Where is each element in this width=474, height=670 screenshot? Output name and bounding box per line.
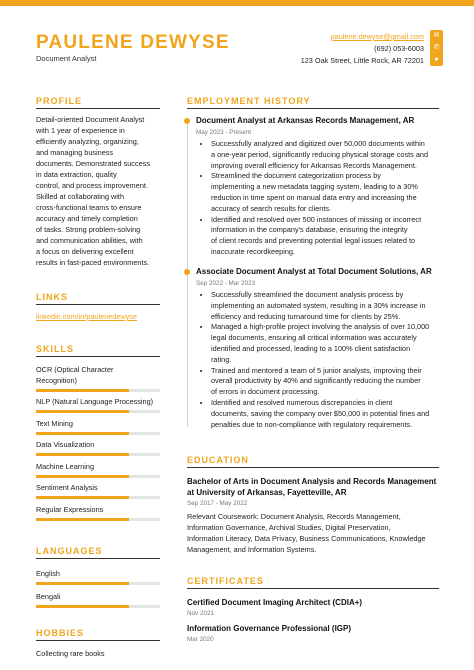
language-label: Bengali xyxy=(36,592,61,601)
skill-item xyxy=(36,461,160,478)
profile-line: Skilled at collaborating with xyxy=(36,192,125,201)
employment-heading: EMPLOYMENT HISTORY xyxy=(187,96,311,106)
timeline-dot xyxy=(184,118,190,124)
profile-line: of tasks. Strong problem-solving xyxy=(36,225,141,234)
job-bullet-line: implementing an automated system, resulting in a 30% increase in xyxy=(211,300,426,310)
location-icon: ● xyxy=(434,56,439,63)
employment-rule xyxy=(187,108,439,109)
certificate-title: Information Governance Professional (IGP) xyxy=(187,624,352,633)
job-bullet-line: improving overall efficiency for Arkansas Records Management. xyxy=(211,160,417,170)
job-bullet-line: legal documents, ensuring all critical information was accurately xyxy=(211,333,417,343)
job-bullet xyxy=(211,290,463,322)
job-bullet-line: Identified and resolved numerous discrepancies in client xyxy=(211,397,393,407)
job-bullet xyxy=(211,322,463,365)
certificates-rule xyxy=(187,588,439,589)
job-bullet-line: penalties due to non-compliance with regulatory requirements. xyxy=(211,419,413,429)
skill-item xyxy=(36,504,160,521)
job-bullet-line: Trained and mentored a team of 5 junior analysts, improving their xyxy=(211,365,422,375)
job-bullet-line: inaccurate recordkeeping. xyxy=(211,246,295,256)
job-bullet-line: accuracy of search results for clients. xyxy=(211,203,332,213)
hobbies-rule xyxy=(36,640,160,641)
language-level-bar xyxy=(36,582,160,585)
skill-label: Sentiment Analysis xyxy=(36,483,98,492)
job-bullet-line: information in the company's database, ensuring the integrity xyxy=(211,225,408,235)
skill-level-bar xyxy=(36,496,160,499)
profile-line: Detail-oriented Document Analyst xyxy=(36,115,145,124)
job-bullet-line: implementing a new metadata tagging system, leading to a 30% xyxy=(211,182,418,192)
education-heading: EDUCATION xyxy=(187,455,249,465)
top-accent-bar xyxy=(0,0,474,6)
languages-heading: LANGUAGES xyxy=(36,546,103,556)
job-bullet xyxy=(211,398,463,430)
skill-level-bar xyxy=(36,432,160,435)
skill-label: Regular Expressions xyxy=(36,504,104,514)
skill-item xyxy=(36,418,160,435)
profile-line: cross-functional teams to ensure xyxy=(36,203,142,212)
certificate-title: Certified Document Imaging Architect (CDIA+) xyxy=(187,598,363,607)
job-bullet xyxy=(211,171,463,214)
language-level-fill xyxy=(36,605,129,608)
education-coursework-line: Information Governance, Archival Studies, Digital Preservation, xyxy=(187,523,391,532)
education-coursework-line: Information Literacy, Data Privacy, Business Communications, Knowledge xyxy=(187,534,426,543)
job-bullet-line: of client records and preventing potential legal issues related to xyxy=(211,236,416,246)
job-title: Associate Document Analyst at Total Document Solutions, AR xyxy=(196,267,432,276)
mail-icon: ✉ xyxy=(433,32,440,39)
skill-item xyxy=(36,396,160,413)
profile-heading: PROFILE xyxy=(36,96,83,106)
profile-line: results in fast-paced environments. xyxy=(36,258,150,267)
language-level-fill xyxy=(36,582,129,585)
job-bullet-line: Managed a high-profile project involving the analysis of over 10,000 xyxy=(211,322,430,332)
profile-summary xyxy=(36,114,166,268)
skill-level-bar xyxy=(36,410,160,413)
skill-level-fill xyxy=(36,453,129,456)
skill-level-bar xyxy=(36,518,160,521)
job-bullet-line: overall productivity by 40% and significantly reducing the number xyxy=(211,376,421,386)
profile-line: efficiently analyzing, organizing, xyxy=(36,137,139,146)
language-item xyxy=(36,591,160,608)
education-degree xyxy=(187,476,452,498)
job-bullet-line: Successfully analyzed and digitized over 50,000 documents within xyxy=(211,139,425,148)
profile-line: and managing business xyxy=(36,148,114,157)
skill-label: Data Visualization xyxy=(36,440,95,449)
job-bullet xyxy=(211,215,463,258)
job-bullet-line: Identified and resolved over 500 instances of missing or incorrect xyxy=(211,214,422,224)
job-bullet-line: Successfully streamlined the document analysis process by xyxy=(211,290,404,299)
education-coursework xyxy=(187,511,457,555)
skill-label: Machine Learning xyxy=(36,461,95,471)
skill-label: Recognition) xyxy=(36,376,77,385)
address: 123 Oak Street, Little Rock, AR 72201 xyxy=(300,56,424,65)
job-bullet-line: of errors in document processing. xyxy=(211,387,320,397)
profile-line: documents. Demonstrated success xyxy=(36,159,150,168)
job-bullet-line: identified and processed, leading to a 100% client satisfaction xyxy=(211,343,411,353)
skill-item xyxy=(36,482,160,499)
links-rule xyxy=(36,304,160,305)
skill-label: OCR (Optical Character xyxy=(36,365,114,374)
job-bullet xyxy=(211,366,463,398)
language-level-bar xyxy=(36,605,160,608)
education-rule xyxy=(187,467,439,468)
profile-line: accuracy and timely completion xyxy=(36,214,138,223)
skill-item xyxy=(36,364,160,392)
certificates-heading: CERTIFICATES xyxy=(187,576,264,586)
skill-level-fill xyxy=(36,432,129,435)
job-bullet-line: reduction in time spent on manual data entry and increasing the xyxy=(211,192,417,202)
timeline-line xyxy=(187,124,188,427)
job-title: Document Analyst at Arkansas Records Management, AR xyxy=(196,116,415,125)
skill-level-bar xyxy=(36,475,160,478)
education-degree-line: at University of Arkansas, Fayetteville, AR xyxy=(187,488,347,497)
skill-label: NLP (Natural Language Processing) xyxy=(36,397,154,406)
job-bullets xyxy=(196,290,463,430)
hobby-item: Collecting rare books xyxy=(36,649,105,658)
timeline-dot xyxy=(184,269,190,275)
education-coursework-line: Management, and Information Systems. xyxy=(187,545,317,554)
job-dates: Sep 2022 - Mar 2023 xyxy=(196,280,256,287)
language-label: English xyxy=(36,569,60,578)
job-dates: May 2023 - Present xyxy=(196,129,251,136)
languages-rule xyxy=(36,558,160,559)
profile-line: control, and process improvement. xyxy=(36,181,148,190)
profile-rule xyxy=(36,108,160,109)
profile-line: a focus on delivering excellent xyxy=(36,247,134,256)
phone-icon: ✆ xyxy=(433,44,440,51)
profile-line: and communication abilities, with xyxy=(36,236,143,245)
skill-level-fill xyxy=(36,410,129,413)
candidate-name: PAULENE DEWYSE xyxy=(36,32,230,53)
linkedin-link[interactable]: linkedin.com/in/paulenedewyse xyxy=(36,312,138,321)
contact-icons xyxy=(430,30,443,66)
profile-line: with 1 year of experience in xyxy=(36,126,125,135)
profile-line: in data extraction, quality xyxy=(36,170,117,179)
job-bullet-line: efficiency and reducing turnaround time for clients by 25%. xyxy=(211,311,401,321)
skills-rule xyxy=(36,356,160,357)
language-item xyxy=(36,568,160,585)
skill-item xyxy=(36,439,160,456)
skill-level-bar xyxy=(36,453,160,456)
certificate-date: Nov 2021 xyxy=(187,610,214,617)
skill-level-fill xyxy=(36,389,129,392)
links-heading: LINKS xyxy=(36,292,68,302)
job-bullets xyxy=(196,139,463,258)
contact-block xyxy=(301,31,424,67)
education-dates: Sep 2017 - May 2022 xyxy=(187,500,248,507)
certificate-date: Mar 2020 xyxy=(187,636,214,643)
skill-label: Text Mining xyxy=(36,418,73,428)
job-bullet-line: documents, saving the company over $50,000 in potential fines and xyxy=(211,408,430,418)
job-bullet xyxy=(211,139,463,171)
hobbies-heading: HOBBIES xyxy=(36,628,85,638)
skill-level-fill xyxy=(36,496,129,499)
skills-heading: SKILLS xyxy=(36,344,75,354)
education-coursework-line: Relevant Coursework: Document Analysis, Records Management, xyxy=(187,512,401,521)
job-bullet-line: a one-year period, significantly reducing physical storage costs and xyxy=(211,149,429,159)
candidate-title: Document Analyst xyxy=(36,54,97,63)
skill-level-fill xyxy=(36,475,129,478)
skill-level-bar xyxy=(36,389,160,392)
phone-number: (692) 053-6003 xyxy=(374,44,424,53)
email-link[interactable]: paulene.dewyse@gmail.com xyxy=(330,32,424,41)
skill-level-fill xyxy=(36,518,129,521)
job-bullet-line: Streamlined the document categorization process by xyxy=(211,171,381,181)
education-degree-line: Bachelor of Arts in Document Analysis and Records Management xyxy=(187,477,437,486)
job-bullet-line: rating. xyxy=(211,354,232,364)
